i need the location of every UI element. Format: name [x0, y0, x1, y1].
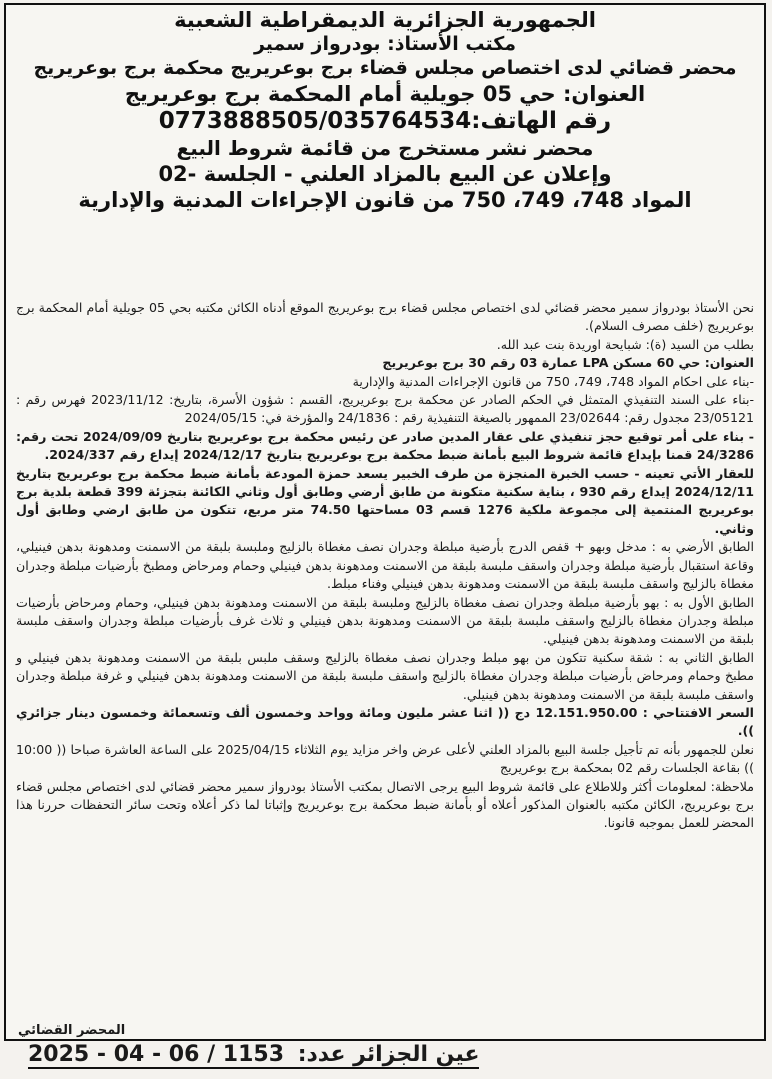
legal-basis: -بناء على احكام المواد 748، 749، 750 من قانون الإجراءات المدنية والإدارية: [352, 373, 754, 389]
seizure-order: - بناء على أمر توقيع حجز تنفيذي على عقار المدين صادر عن رئيس محكمة برج بوعريريج بتاريخ 2024/09/09 تحت رقم: 24/3286 قمنا بإيداع قائمة شروط البيع بأمانة ضبط محكمة برج بوعريريج بتاريخ 2024/12/17 إيداع رقم 2024/337.: [16, 428, 754, 463]
first-floor: الطابق الأول به : بهو بأرضية مبلطة وجدران نصف مغطاة بالزليج وملبسة بلبقة من الاسمنت ومدهونة بدهن فينيلي، وحمام ومرحاض بأرضيات مبلطة وجدران مغطاة بالزليج واسقف ملبسة بلبقة من الاسمنت ومدهونة بدهن فينيلي و ثلاث غرف بأرضيات مبلطة وجدران واسقف ملبسة بلبقة من الاسمنت ومدهونة بدهن فينيلي.: [16, 594, 754, 647]
executive-title: -بناء على السند التنفيذي المتمثل في الحكم الصادر عن محكمة برج بوعريريج، القسم : شؤون الأسرة، بتاريخ: 2023/11/12 فهرس رقم : 23/05121 مجدول رقم: 23/02644 الممهور بالصيغة التنفيذية رقم : 24/1836 والمؤرخة في: 2024/05/15: [16, 392, 754, 426]
issue-number: 1153: [222, 1042, 285, 1067]
newspaper-footer: [28, 1042, 479, 1069]
footer-separator: /: [207, 1042, 216, 1067]
opening-price: السعر الافتتاحي : 12.151.950.00 دج (( اثنا عشر مليون ومائة وواحد وخمسون ألف وتسعمائة وخمسون دينار جزائري )).: [16, 704, 755, 739]
note-paragraph: ملاحظة: لمعلومات أكثر وللاطلاع على قائمة شروط البيع يرجى الاتصال بمكتب الأستاذ بودرواز سمير محضر قضائي لدى اختصاص مجلس قضاء برج بوعريريج، الكائن مكتبه بالعنوان المذكور أعلاه أو بأمانة ضبط محكمة برج بوعريريج وإثباتا لما ذكر أعلاه وتحت سائر التحفظات حررنا هذا المحضر للعمل بموجبه قانونا.: [16, 778, 754, 831]
issue-date: 06 - 04 - 2025: [28, 1042, 200, 1067]
property-description: للعقار الأتي تعينه - حسب الخبرة المنجزة من طرف الخبير يسعد حمزة المودعة بأمانة ضبط محكمة برج بوعريريج بتاريخ 2024/12/11 إيداع رقم 930 ، بناية سكنية متكونة من طابق أرضي وطابق أول وثاني الكائنة بتجزئة 399 قطعة بلدية برج بوعريريج المنتمية إلى مجموعة ملكية 1276 قسم 03 مساحتها 74.50 متر مربع، تتكون من طابق ارضي وطابق أول وثاني.: [16, 465, 754, 536]
notice-title: محضر نشر مستخرج من قائمة شروط البيع: [176, 135, 594, 160]
phone-number: رقم الهاتف:0773888505/035764534: [158, 108, 612, 134]
notice-body: [16, 299, 754, 833]
notice-frame: [4, 3, 766, 1041]
newspaper-label: عين الجزائر عدد:: [297, 1042, 480, 1067]
auction-announcement: وإعلان عن البيع بالمزاد العلني - الجلسة -02: [158, 161, 612, 186]
signature: المحضر القضائي: [18, 1023, 126, 1038]
office-address: العنوان: حي 05 جويلية أمام المحكمة برج بوعريريج: [124, 81, 646, 106]
notice-header: [6, 5, 764, 213]
office-name: مكتب الأستاذ: بودرواز سمير: [253, 33, 517, 56]
bailiff-jurisdiction: محضر قضائي لدى اختصاص مجلس قضاء برج بوعريريج محكمة برج بوعريريج: [33, 57, 737, 79]
republic-title: الجمهورية الجزائرية الديمقراطية الشعبية: [174, 8, 596, 32]
requester: بطلب من السيد (ة): شبايحة اوريدة بنت عبد الله.: [496, 336, 754, 352]
auction-date: نعلن للجمهور بأنه تم تأجيل جلسة البيع بالمزاد العلني لأعلى عرض واخر مزايد يوم الثلاثاء 2025/04/15 على الساعة العاشرة صباحا (( 10:00 )) بقاعة الجلسات رقم 02 بمحكمة برج بوعريريج: [16, 741, 754, 776]
requester-address: العنوان: حي 60 مسكن LPA عمارة 03 رقم 30 برج بوعريريج: [382, 355, 754, 371]
intro-paragraph: نحن الأستاذ بودرواز سمير محضر قضائي لدى اختصاص مجلس قضاء برج بوعريريج الموقع أدناه الكائن مكتبه بحي 05 جويلية أمام المحكمة برج بوعريريج (خلف مصرف السلام).: [16, 300, 754, 334]
legal-articles: المواد 748، 749، 750 من قانون الإجراءات المدنية والإدارية: [78, 188, 692, 212]
second-floor: الطابق الثاني به : شقة سكنية تتكون من بهو مبلط وجدران نصف مغطاة بالزليج وسقف ملبس بلبقة من الاسمنت ومدهونة بدهن فينيلي و مطبخ وحمام ومرحاض بأرضيات مبلطة وجدران مغطاة بالزليج واسقف ملبسة بلبقة من الاسمنت ومدهونة بدهن فينيلي و غرفة مبلطة وجدران واسقف ملبسة بلبقة من الاسمنت ومدهونة بدهن فينيلي.: [16, 649, 754, 702]
ground-floor: الطابق الأرضي به : مدخل وبهو + قفص الدرج بأرضية مبلطة وجدران نصف مغطاة بالزليج وملبسة بلبقة من الاسمنت ومدهونة بدهن فينيلي، وقاعة استقبال بأرضية مبلطة وجدران واسقف ملبسة بلبقة من الاسمنت ومدهونة بدهن فينيلي وحمام ومرحاض ومطبخ بأرضيات مبلطة وجدران مغطاة بالزليج واسقف ملبسة بلبقة من الاسمنت ومدهونة بدهن فينيلي وفناء مبلط.: [16, 539, 754, 592]
